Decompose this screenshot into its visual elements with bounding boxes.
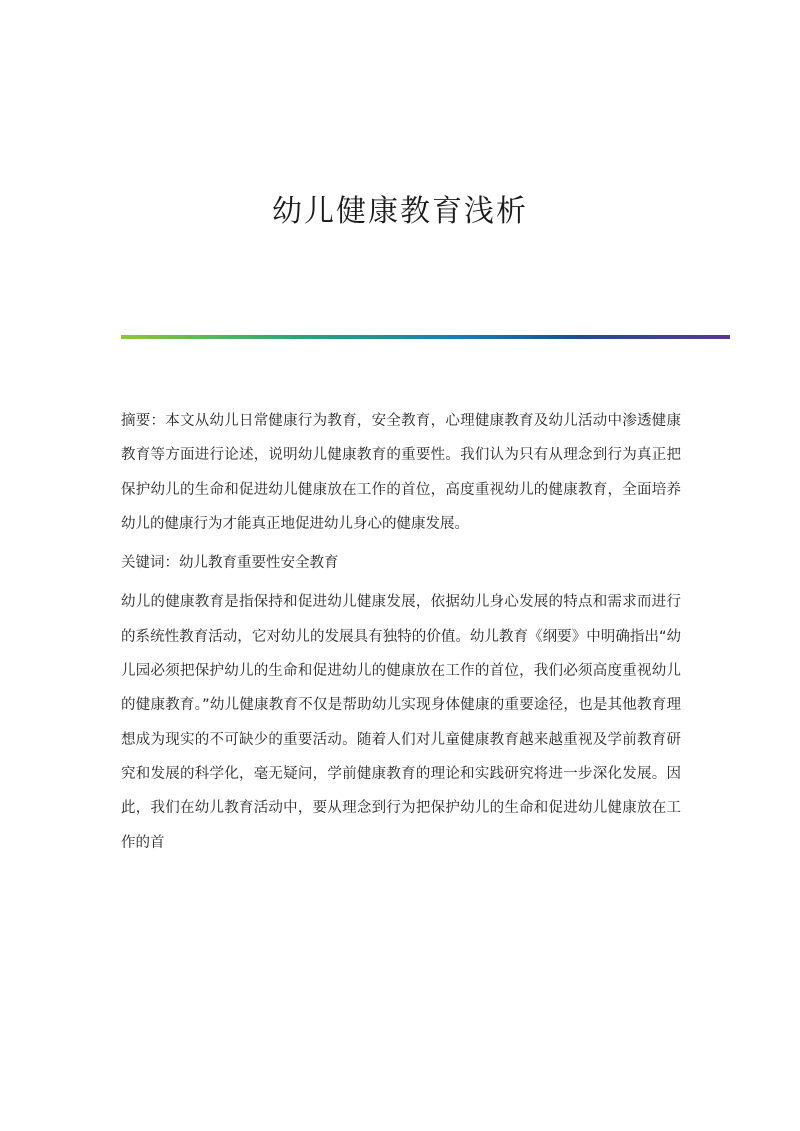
- title-divider: [121, 335, 730, 339]
- keywords-paragraph: 关键词：幼儿教育重要性安全教育: [121, 555, 339, 572]
- abstract-paragraph: 摘要：本文从幼儿日常健康行为教育，安全教育，心理健康教育及幼儿活动中渗透健康教育等方面进行论述，说明幼儿健康教育的重要性。我们认为只有从理念到行为真正把保护幼儿的生命和促进幼儿健康放在工作的首位，高度重视幼儿的健康教育，全面培养幼儿的健康行为才能真正地促进幼儿身心的健康发展。: [121, 413, 681, 532]
- document-title: 幼儿健康教育浅析: [272, 194, 528, 229]
- document-body: [121, 404, 681, 865]
- body-paragraph: 幼儿的健康教育是指保持和促进幼儿健康发展，依据幼儿身心发展的特点和需求而进行的系统性教育活动，它对幼儿的发展具有独特的价值。幼儿教育《纲要》中明确指出“幼儿园必须把保护幼儿的生命和促进幼儿的健康放在工作的首位，我们必须高度重视幼儿的健康教育。”幼儿健康教育不仅是帮助幼儿实现身体健康的重要途径，也是其他教育理想成为现实的不可缺少的重要活动。随着人们对儿童健康教育越来越重视及学前教育研究和发展的科学化，毫无疑问，学前健康教育的理论和实践研究将进一步深化发展。因此，我们在幼儿教育活动中，要从理念到行为把保护幼儿的生命和促进幼儿健康放在工作的首: [121, 594, 681, 851]
